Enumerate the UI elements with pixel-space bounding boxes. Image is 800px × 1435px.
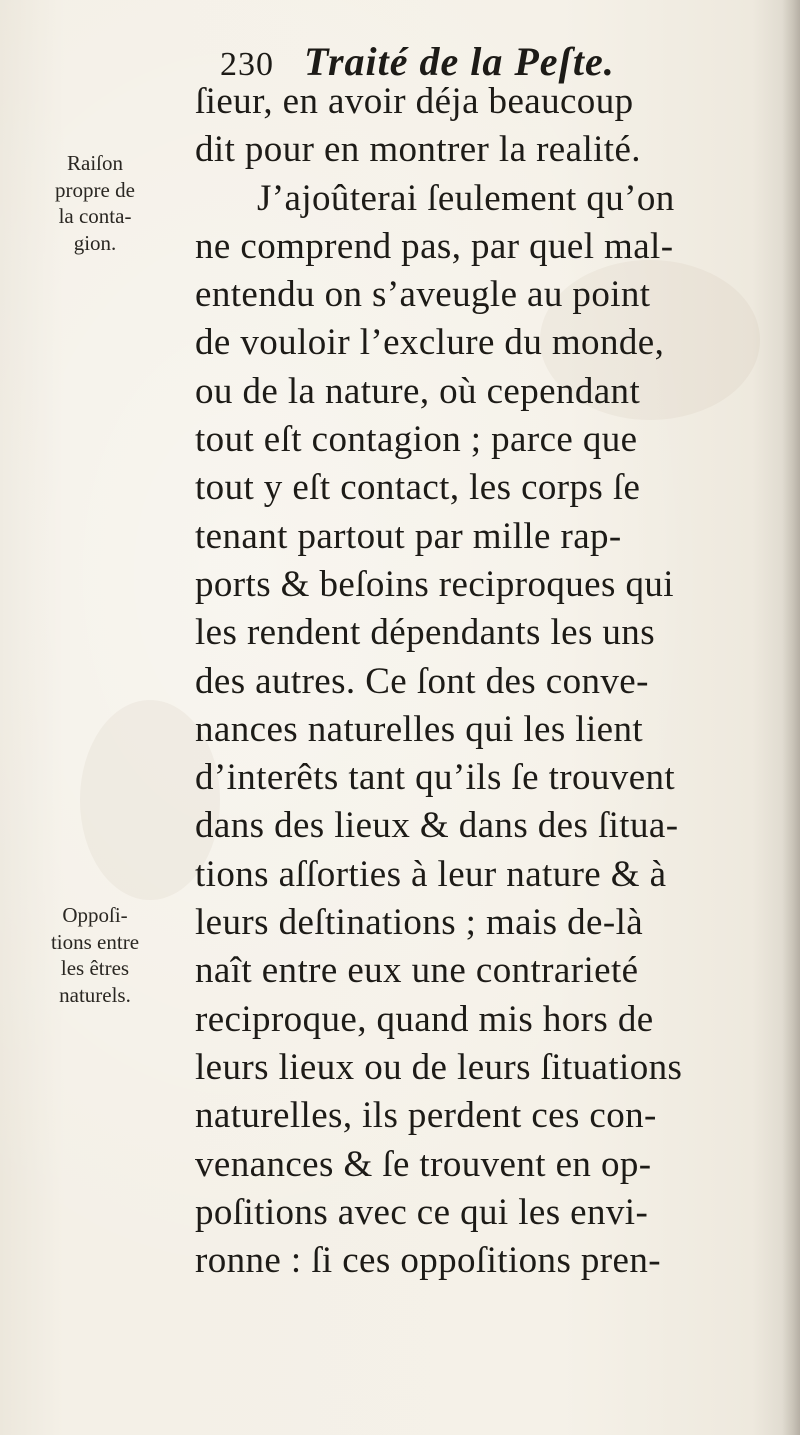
margin-note-line: la conta- bbox=[58, 204, 132, 228]
text-line: reciproque, quand mis hors de bbox=[195, 998, 654, 1040]
margin-note-contagion bbox=[6, 150, 184, 256]
text-line: tout eſt contagion ; parce que bbox=[195, 419, 638, 461]
text-line: ſieur, en avoir déja beaucoup bbox=[195, 81, 634, 122]
margin-note-line: naturels. bbox=[59, 982, 131, 1007]
text-line: venances & ſe trouvent en op- bbox=[195, 1143, 652, 1185]
text-line: ports & beſoins reciproques qui bbox=[195, 563, 674, 605]
margin-note-line: les êtres bbox=[60, 956, 130, 980]
text-line: naturelles, ils perdent ces con- bbox=[195, 1095, 657, 1137]
page-number: 230 bbox=[220, 46, 274, 83]
text-line: entendu on s’aveugle au point bbox=[195, 274, 651, 316]
text-line: leurs lieux ou de leurs ſituations bbox=[195, 1046, 683, 1088]
margin-note-oppositions bbox=[6, 902, 184, 1008]
text-line: dit pour en montrer la realité. bbox=[195, 129, 641, 171]
margin-note-line: tions entre bbox=[50, 929, 140, 954]
text-line: les rendent dépendants les uns bbox=[195, 612, 655, 654]
text-line: de vouloir l’exclure du monde, bbox=[195, 322, 665, 364]
margin-note-line: Oppoſi- bbox=[62, 903, 128, 927]
running-title: Traité de la Peſte. bbox=[304, 39, 615, 84]
text-line: ou de la nature, où cependant bbox=[195, 370, 641, 412]
margin-note-line: Raiſon bbox=[67, 151, 123, 175]
text-line: tions aſſorties à leur nature & à bbox=[195, 853, 667, 895]
margin-note-line: gion. bbox=[73, 230, 117, 255]
margin-note-line: propre de bbox=[55, 177, 135, 202]
text-line: tout y eſt contact, les corps ſe bbox=[195, 467, 641, 509]
text-line: nances naturelles qui les lient bbox=[195, 708, 644, 750]
text-line: naît entre eux une contrarieté bbox=[195, 950, 639, 992]
text-line: dans des lieux & dans des ſitua- bbox=[195, 805, 679, 847]
text-line: J’ajoûterai ſeulement qu’on bbox=[257, 177, 675, 219]
text-line: poſitions avec ce qui les envi- bbox=[195, 1191, 649, 1233]
text-line: ne comprend pas, par quel mal- bbox=[195, 225, 674, 267]
text-line: ronne : ſi ces oppoſitions pren- bbox=[195, 1240, 661, 1282]
text-line: leurs deſtinations ; mais de-là bbox=[195, 902, 644, 944]
body-text bbox=[195, 78, 775, 1285]
page-edge-shadow bbox=[782, 0, 800, 1435]
text-line: d’interêts tant qu’ils ſe trouvent bbox=[195, 757, 676, 799]
text-line: des autres. Ce ſont des conve- bbox=[195, 660, 649, 702]
text-line: tenant partout par mille rap- bbox=[195, 515, 622, 557]
